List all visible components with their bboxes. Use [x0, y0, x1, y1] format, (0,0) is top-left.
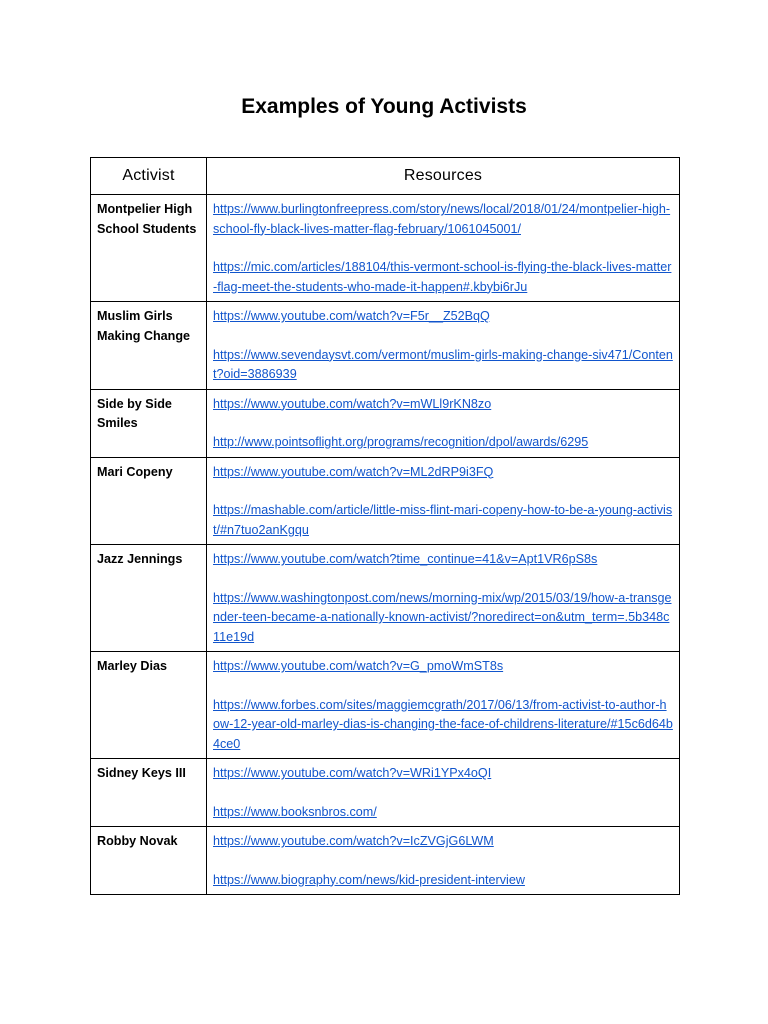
resource-link[interactable]: https://mashable.com/article/little-miss-flint-mari-copeny-how-to-be-a-young-activist/#n7tuo2anKgqu	[213, 503, 673, 537]
table-row	[91, 827, 680, 895]
activist-name: Montpelier High School Students	[91, 195, 207, 302]
resource-links	[207, 759, 680, 827]
table-row	[91, 759, 680, 827]
column-header-resources: Resources	[207, 158, 680, 195]
resource-links	[207, 457, 680, 545]
table-row	[91, 545, 680, 652]
page-title: Examples of Young Activists	[241, 95, 527, 118]
resource-link[interactable]: http://www.pointsoflight.org/programs/recognition/dpol/awards/6295	[213, 435, 589, 449]
resource-links	[207, 545, 680, 652]
resource-links	[207, 827, 680, 895]
resource-links	[207, 652, 680, 759]
column-header-activist: Activist	[91, 158, 207, 195]
activist-name: Muslim Girls Making Change	[91, 302, 207, 390]
resource-link[interactable]: https://www.youtube.com/watch?v=mWLl9rKN8zo	[213, 396, 492, 411]
resource-links	[207, 195, 680, 302]
resource-link[interactable]: https://www.washingtonpost.com/news/morning-mix/wp/2015/03/19/how-a-transgender-teen-became-a-nationally-known-activist/?noredirect=on&utm_term=.5b348c11e19d	[213, 590, 672, 644]
resource-link[interactable]: https://www.youtube.com/watch?time_continue=41&v=Apt1VR6pS8s	[213, 552, 598, 566]
resource-link[interactable]: https://www.sevendaysvt.com/vermont/muslim-girls-making-change-siv471/Content?oid=3886939	[213, 347, 673, 381]
resource-link[interactable]: https://www.youtube.com/watch?v=G_pmoWmST8s	[213, 659, 504, 673]
table-row	[91, 457, 680, 545]
activists-table	[90, 157, 680, 895]
resource-links	[207, 302, 680, 390]
activist-name: Mari Copeny	[91, 457, 207, 545]
resource-link[interactable]: https://mic.com/articles/188104/this-vermont-school-is-flying-the-black-lives-matter-flag-meet-the-students-who-made-it-happen#.kbybi6rJu	[213, 260, 672, 294]
table-row	[91, 302, 680, 390]
resource-link[interactable]: https://www.biography.com/news/kid-president-interview	[213, 872, 525, 887]
activist-name: Side by Side Smiles	[91, 389, 207, 457]
resource-link[interactable]: https://www.booksnbros.com/	[213, 804, 377, 819]
table-row	[91, 195, 680, 302]
resource-link[interactable]: https://www.burlingtonfreepress.com/story/news/local/2018/01/24/montpelier-high-school-fly-black-lives-matter-flag-february/1061045001/	[213, 202, 671, 236]
activist-name: Jazz Jennings	[91, 545, 207, 652]
resource-link[interactable]: https://www.youtube.com/watch?v=F5r__Z52BqQ	[213, 309, 490, 323]
resource-links	[207, 389, 680, 457]
table-row	[91, 389, 680, 457]
resource-link[interactable]: https://www.forbes.com/sites/maggiemcgrath/2017/06/13/from-activist-to-author-how-12-year-old-marley-dias-is-changing-the-face-of-childrens-literature/#15c6d64b4ce0	[213, 697, 673, 751]
header-row	[91, 158, 680, 195]
resource-link[interactable]: https://www.youtube.com/watch?v=IcZVGjG6LWM	[213, 834, 494, 848]
resource-link[interactable]: https://www.youtube.com/watch?v=WRi1YPx4oQI	[213, 766, 492, 780]
activist-name: Sidney Keys III	[91, 759, 207, 827]
activist-name: Robby Novak	[91, 827, 207, 895]
resource-link[interactable]: https://www.youtube.com/watch?v=ML2dRP9i3FQ	[213, 464, 494, 479]
activist-name: Marley Dias	[91, 652, 207, 759]
table-row	[91, 652, 680, 759]
